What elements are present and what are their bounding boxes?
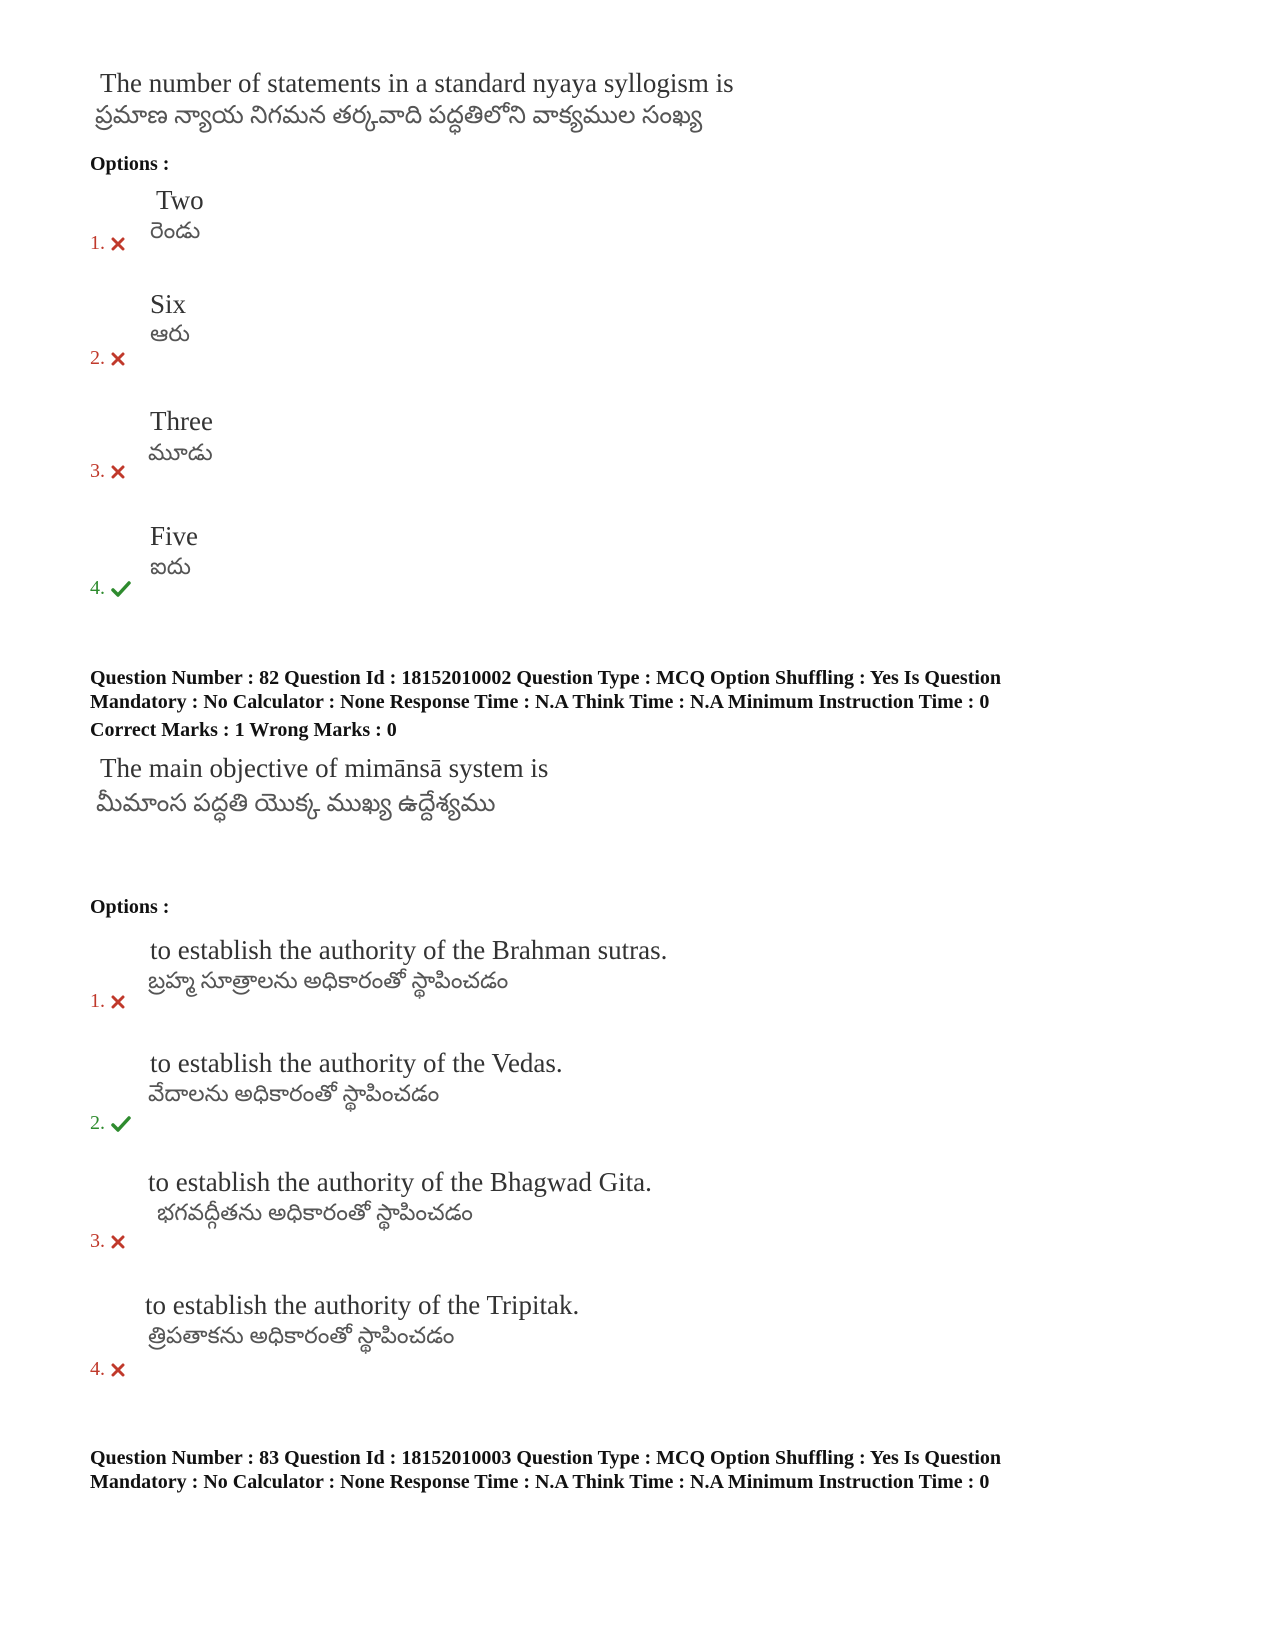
option-number bbox=[90, 232, 125, 255]
option-text-en: Six bbox=[150, 289, 187, 319]
option-text-en: to establish the authority of the Tripitak. bbox=[145, 1290, 580, 1320]
options-label: Options : bbox=[90, 896, 170, 918]
option-number-label: 1. bbox=[90, 232, 105, 254]
cross-icon bbox=[111, 1235, 125, 1249]
option-number-label: 4. bbox=[90, 1358, 105, 1380]
question-meta-line2: Mandatory : No Calculator : None Response Time : N.A Think Time : N.A Minimum Instruction Time : 0 bbox=[90, 691, 990, 713]
option-text-te: భగవద్గీతను అధికారంతో స్థాపించడం bbox=[157, 1200, 473, 1225]
option-number-label: 3. bbox=[90, 460, 105, 482]
option-text-en: to establish the authority of the Vedas. bbox=[150, 1048, 563, 1078]
option-number bbox=[90, 1358, 125, 1381]
option-number-label: 2. bbox=[90, 347, 105, 369]
question-text-te: మీమాంస పద్ధతి యొక్క ముఖ్య ఉద్దేశ్యము bbox=[96, 790, 496, 817]
option-number bbox=[90, 1230, 125, 1253]
cross-icon bbox=[111, 352, 125, 366]
question-meta-line2: Mandatory : No Calculator : None Response Time : N.A Think Time : N.A Minimum Instruction Time : 0 bbox=[90, 1471, 990, 1493]
question-text-en: The main objective of mimānsā system is bbox=[100, 753, 549, 783]
option-text-en: Five bbox=[150, 521, 199, 551]
check-icon bbox=[111, 581, 131, 597]
option-number bbox=[90, 1112, 131, 1135]
options-label: Options : bbox=[90, 153, 170, 175]
option-number-label: 2. bbox=[90, 1112, 105, 1134]
option-text-en: Two bbox=[156, 185, 204, 215]
option-number bbox=[90, 347, 125, 370]
question-meta-line1: Question Number : 82 Question Id : 18152010002 Question Type : MCQ Option Shuffling : Yes Is Question bbox=[90, 667, 1002, 689]
cross-icon bbox=[111, 465, 125, 479]
option-number-label: 3. bbox=[90, 1230, 105, 1252]
option-text-en: to establish the authority of the Brahman sutras. bbox=[150, 935, 668, 965]
option-number bbox=[90, 990, 125, 1013]
cross-icon bbox=[111, 237, 125, 251]
option-text-te: త్రిపతాకను అధికారంతో స్థాపించడం bbox=[148, 1323, 455, 1348]
question-text-en: The number of statements in a standard nyaya syllogism is bbox=[100, 68, 734, 98]
option-text-en: Three bbox=[150, 406, 213, 436]
option-text-en: to establish the authority of the Bhagwad Gita. bbox=[148, 1167, 652, 1197]
option-text-te: రెండు bbox=[150, 218, 201, 243]
question-meta-line1: Question Number : 83 Question Id : 18152010003 Question Type : MCQ Option Shuffling : Yes Is Question bbox=[90, 1447, 1002, 1469]
option-text-te: మూడు bbox=[148, 440, 213, 465]
option-number-label: 1. bbox=[90, 990, 105, 1012]
cross-icon bbox=[111, 1363, 125, 1377]
option-text-te: బ్రహ్మ సూత్రాలను అధికారంతో స్థాపించడం bbox=[148, 968, 509, 993]
option-text-te: ఐదు bbox=[150, 554, 191, 579]
question-marks: Correct Marks : 1 Wrong Marks : 0 bbox=[90, 719, 397, 741]
cross-icon bbox=[111, 995, 125, 1009]
option-number-label: 4. bbox=[90, 577, 105, 599]
check-icon bbox=[111, 1116, 131, 1132]
option-number bbox=[90, 460, 125, 483]
option-text-te: ఆరు bbox=[150, 321, 190, 346]
question-text-te: ప్రమాణ న్యాయ నిగమన తర్కవాది పద్ధతిలోని వాక్యముల సంఖ్య bbox=[95, 102, 703, 129]
option-number bbox=[90, 577, 131, 600]
option-text-te: వేదాలను అధికారంతో స్థాపించడం bbox=[148, 1081, 440, 1106]
